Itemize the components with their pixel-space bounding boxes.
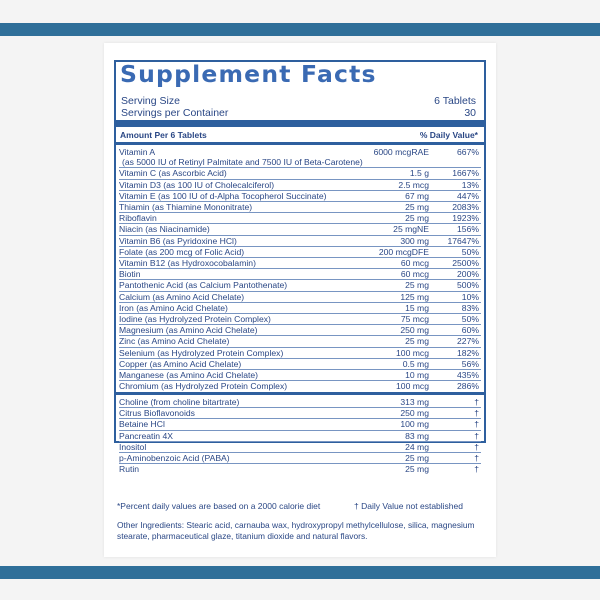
nutrient-name: Chromium (as Hydrolyzed Protein Complex) [119,381,288,392]
nutrient-row [119,358,481,369]
nutrient-row [119,246,481,257]
panel-title: Supplement Facts [120,60,377,88]
nutrient-name: Biotin [119,269,371,280]
nutrient-name: Pantothenic Acid (as Calcium Pantothenate) [119,280,371,291]
nutrient-amount: 200 mcgDFE [371,246,433,257]
serving-size-label: Serving Size [121,95,180,107]
nutrient-name: Iodine (as Hydrolyzed Protein Complex) [119,314,371,325]
nutrient-daily-value: † [433,441,481,452]
nutrient-daily-value: † [474,464,479,475]
nutrient-name: Thiamin (as Thiamine Mononitrate) [119,202,371,213]
nutrient-name: Rutin [119,464,140,475]
nutrient-name: Calcium (as Amino Acid Chelate) [119,291,371,302]
nutrient-name: Pancreatin 4X [119,430,371,441]
nutrient-row [119,157,481,168]
nutrient-daily-value: 500% [433,280,481,291]
nutrient-name: Iron (as Amino Acid Chelate) [119,302,371,313]
nutrient-amount: 25 mg [371,280,433,291]
nutrient-row [119,325,481,336]
nutrient-amount: 83 mg [371,430,433,441]
supplement-label [104,43,496,557]
nutrient-row [119,347,481,358]
nutrient-name: Citrus Bioflavonoids [119,408,371,419]
nutrient-name: Inositol [119,441,371,452]
nutrient-row [119,370,481,381]
nutrient-daily-value: † [433,397,481,408]
amount-per-header: Amount Per 6 Tablets [120,130,207,140]
nutrient-name: Selenium (as Hydrolyzed Protein Complex) [119,347,371,358]
nutrient-daily-value: 447% [433,190,481,201]
nutrient-row [119,280,481,291]
nutrient-row [119,314,481,325]
nutrient-daily-value: 10% [433,291,481,302]
nutrient-name: Betaine HCl [119,419,371,430]
nutrient-row [119,179,481,190]
nutrient-name: Magnesium (as Amino Acid Chelate) [119,325,371,336]
nutrient-daily-value: 435% [433,370,481,381]
nutrient-row [119,381,481,392]
nutrient-daily-value: 667% [457,147,479,157]
nutrient-name: Zinc (as Amino Acid Chelate) [119,336,371,347]
nutrient-name: Vitamin E (as 100 IU of d-Alpha Tocopherol Succinate) [119,190,371,201]
nutrient-daily-value: 182% [433,347,481,358]
nutrient-daily-value: 83% [433,302,481,313]
nutrient-amount: 100 mg [371,419,433,430]
nutrient-amount: 2.5 mcg [371,179,433,190]
nutrient-daily-value: 200% [433,269,481,280]
nutrient-row [119,291,481,302]
nutrient-row [119,302,481,313]
other-nutrient-row [119,453,481,464]
nutrient-name: Vitamin B6 (as Pyridoxine HCl) [119,235,371,246]
mid-divider [116,392,484,395]
nutrient-amount: 25 mg [371,202,433,213]
nutrient-daily-value: 13% [433,179,481,190]
nutrient-daily-value: 1667% [433,168,481,179]
nutrient-name: Niacin (as Niacinamide) [119,224,371,235]
nutrient-name: Manganese (as Amino Acid Chelate) [119,370,371,381]
other-nutrient-row [119,419,481,430]
nutrient-amount: 10 mg [371,370,433,381]
nutrient-amount: 0.5 mg [371,358,433,369]
bottom-band [0,566,600,579]
supplement-facts-panel [114,60,486,475]
top-band [0,23,600,36]
nutrient-daily-value: † [433,419,481,430]
nutrient-daily-value: † [433,408,481,419]
other-nutrient-row [119,408,481,419]
nutrient-amount: 25 mg [371,336,433,347]
nutrients-table [119,147,481,391]
other-nutrient-row [119,464,481,475]
nutrient-name: Vitamin A [119,147,156,157]
other-nutrients-table [119,397,481,474]
nutrient-daily-value: 50% [433,246,481,257]
nutrient-amount: 6000 mcgRAE [373,147,429,157]
nutrient-amount: 15 mg [371,302,433,313]
nutrient-daily-value: 50% [433,314,481,325]
nutrient-amount: 300 mg [371,235,433,246]
nutrient-row [119,336,481,347]
serving-size-value: 6 Tablets [434,95,476,107]
nutrient-name: Vitamin D3 (as 100 IU of Cholecalciferol) [119,179,371,190]
nutrient-row [119,213,481,224]
nutrient-daily-value: † [433,453,481,464]
nutrient-amount: 60 mcg [371,258,433,269]
other-nutrient-row [119,430,481,441]
footnote-left: *Percent daily values are based on a 2000 calorie diet [117,501,321,511]
nutrient-row [119,258,481,269]
nutrient-amount: 250 mg [371,408,433,419]
nutrient-name: Riboflavin [119,213,371,224]
nutrient-daily-value: 156% [433,224,481,235]
nutrient-amount: 75 mcg [371,314,433,325]
thick-divider [116,120,484,127]
nutrient-amount: 25 mg [371,453,433,464]
nutrient-row [119,147,481,157]
nutrient-amount: 1.5 g [371,168,433,179]
nutrient-name: Vitamin C (as Ascorbic Acid) [119,168,371,179]
nutrient-row [119,224,481,235]
nutrient-amount: 67 mg [371,190,433,201]
nutrient-amount: 25 mg [405,464,429,475]
nutrient-name: Vitamin B12 (as Hydroxocobalamin) [119,258,371,269]
daily-value-header: % Daily Value* [419,130,478,140]
nutrient-amount: 100 mcg [396,381,429,392]
servings-per-container-label: Servings per Container [121,107,229,119]
other-nutrient-row [119,397,481,408]
nutrient-amount: 24 mg [371,441,433,452]
nutrient-amount: 250 mg [371,325,433,336]
nutrient-amount: 25 mg [371,213,433,224]
nutrient-row [119,269,481,280]
nutrient-amount: 313 mg [371,397,433,408]
nutrient-name: Folate (as 200 mcg of Folic Acid) [119,246,371,257]
nutrient-name: (as 5000 IU of Retinyl Palmitate and 7500 IU of Beta-Carotene) [119,157,481,168]
nutrient-row [119,168,481,179]
nutrient-amount: 125 mg [371,291,433,302]
nutrient-daily-value: 60% [433,325,481,336]
nutrient-daily-value: 1923% [433,213,481,224]
nutrient-row [119,235,481,246]
other-ingredients: Other Ingredients: Stearic acid, carnauba wax, hydroxypropyl methylcellulose, silica, magnesium stearate, pharmaceutical glaze, titanium dioxide and natural flavors. [117,520,475,541]
nutrient-daily-value: 56% [433,358,481,369]
nutrient-amount: 60 mcg [371,269,433,280]
other-nutrient-row [119,441,481,452]
nutrient-daily-value: 17647% [433,235,481,246]
nutrient-amount: 25 mgNE [371,224,433,235]
nutrient-amount: 100 mcg [371,347,433,358]
nutrient-daily-value: † [433,430,481,441]
header-divider [116,142,484,145]
nutrient-name: Copper (as Amino Acid Chelate) [119,358,371,369]
nutrient-row [119,202,481,213]
nutrient-row [119,190,481,201]
footnote-right: † Daily Value not established [354,501,463,511]
nutrient-name: Choline (from choline bitartrate) [119,397,371,408]
nutrient-name: p-Aminobenzoic Acid (PABA) [119,453,371,464]
servings-per-container-value: 30 [464,107,476,119]
nutrient-daily-value: 227% [433,336,481,347]
nutrient-daily-value: 2500% [433,258,481,269]
nutrient-daily-value: 2083% [433,202,481,213]
nutrient-daily-value: 286% [457,381,479,392]
